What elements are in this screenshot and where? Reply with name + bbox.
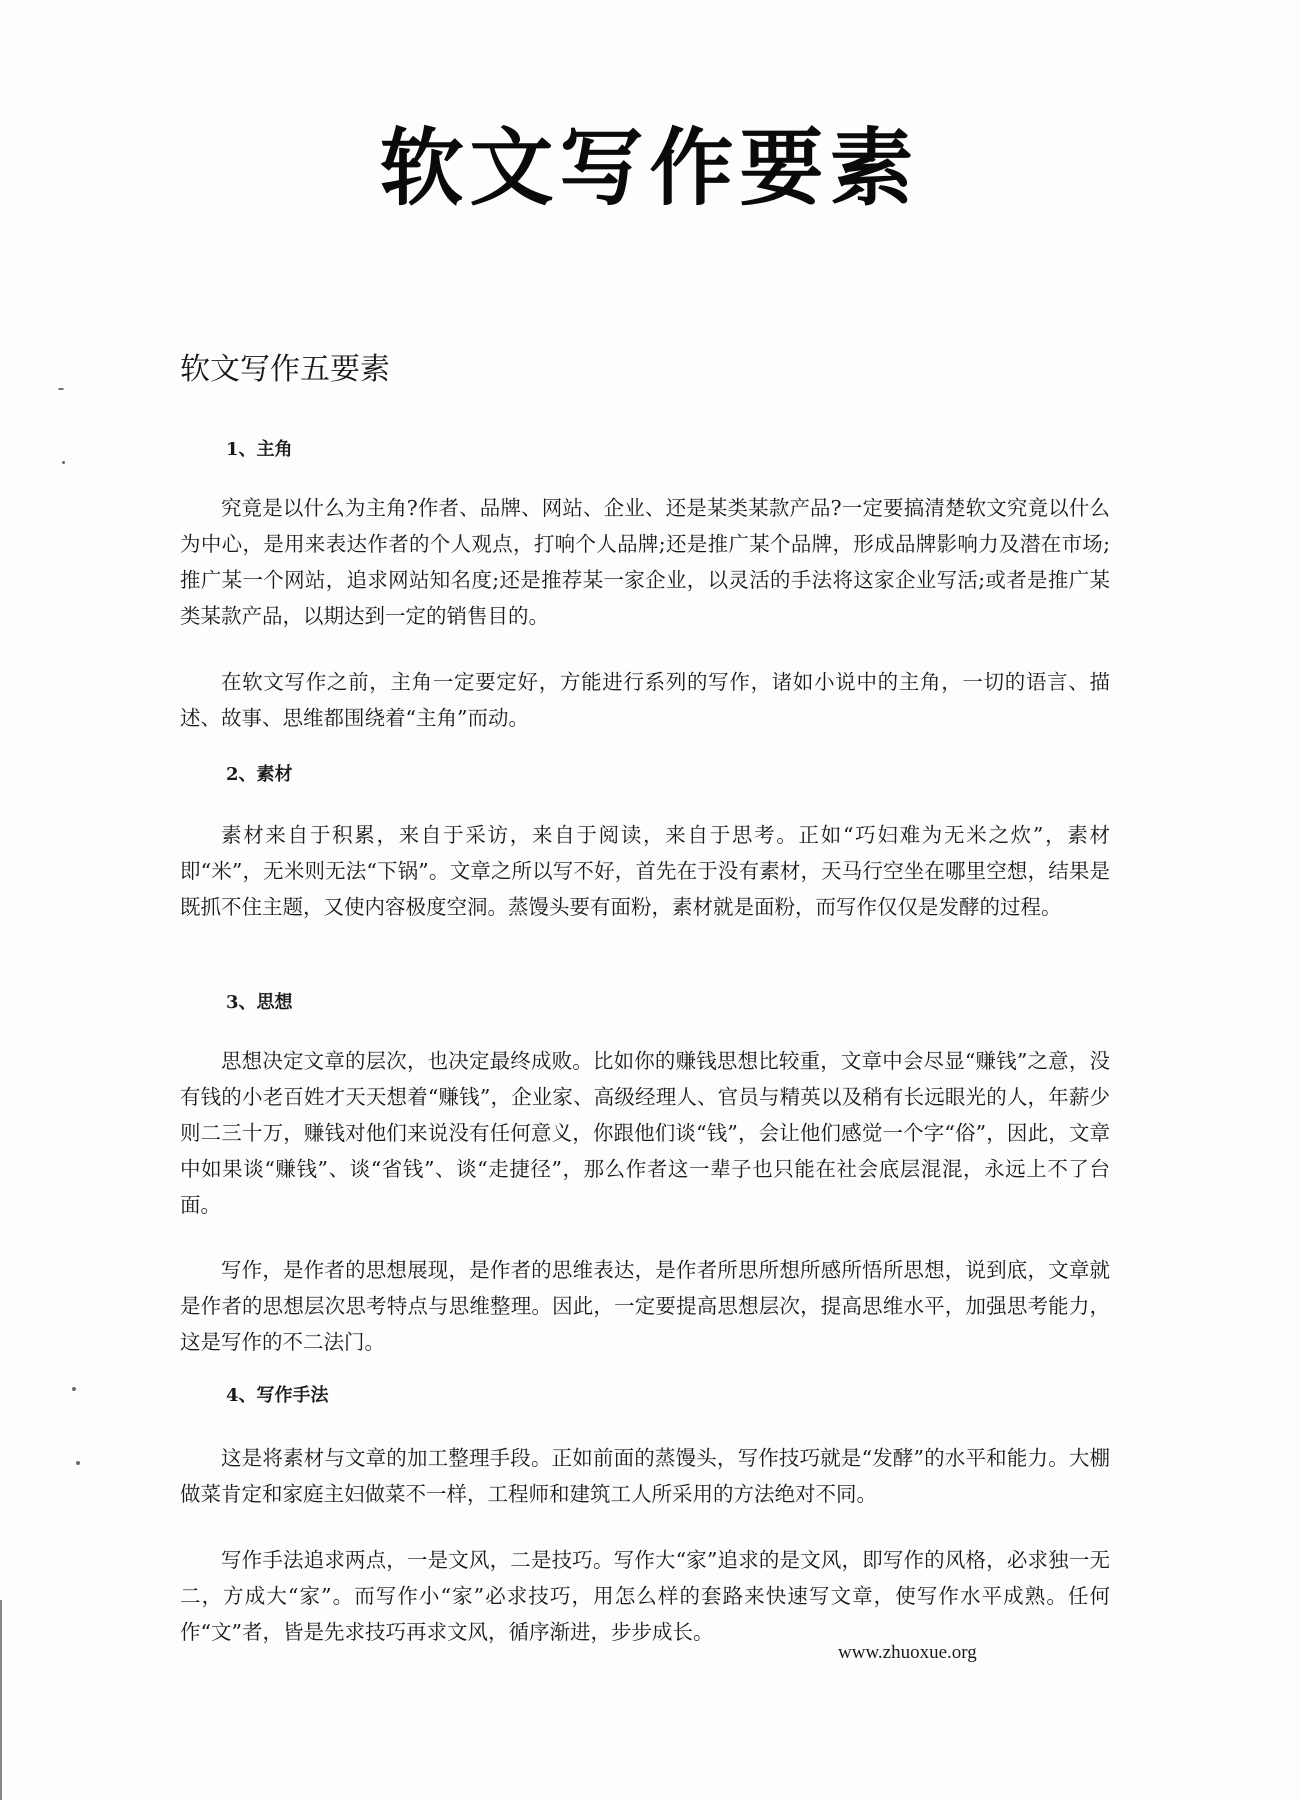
section-4-paragraph-1: 这是将素材与文章的加工整理手段。正如前面的蒸馒头，写作技巧就是“发酵”的水平和能力。大棚做菜肯定和家庭主妇做菜不一样，工程师和建筑工人所采用的方法绝对不同。 [180, 1446, 1110, 1506]
scan-speck [76, 1461, 80, 1465]
scan-speck [72, 1387, 76, 1391]
section-heading-4: 4、写作手法 [226, 1385, 329, 1406]
page-title: 软文写作要素 [379, 118, 920, 217]
section-4-paragraph-2: 写作手法追求两点，一是文风，二是技巧。写作大“家”追求的是文风，即写作的风格，必求独一无二，方成大“家”。而写作小“家”必求技巧，用怎么样的套路来快速写文章，使写作水平成熟。任何作“文”者，皆是先求技巧再求文风，循序渐进，步步成长。 [180, 1548, 1110, 1644]
page-subtitle: 软文写作五要素 [180, 352, 390, 387]
section-heading-1: 1、主角 [226, 439, 293, 460]
scan-speck [58, 388, 64, 390]
section-2-paragraph-1: 素材来自于积累，来自于采访，来自于阅读，来自于思考。正如“巧妇难为无米之炊”，素材即“米”，无米则无法“下锅”。文章之所以写不好，首先在于没有素材，天马行空坐在哪里空想，结果是既抓不住主题，又使内容极度空洞。蒸馒头要有面粉，素材就是面粉，而写作仅仅是发酵的过程。 [180, 823, 1110, 919]
footer-url: www.zhuoxue.org [838, 1642, 977, 1663]
section-1-paragraph-2: 在软文写作之前，主角一定要定好，方能进行系列的写作，诸如小说中的主角，一切的语言、描述、故事、思维都围绕着“主角”而动。 [180, 670, 1110, 730]
scan-edge-line [0, 1600, 2, 1800]
section-3-paragraph-1: 思想决定文章的层次，也决定最终成败。比如你的赚钱思想比较重，文章中会尽显“赚钱”之意，没有钱的小老百姓才天天想着“赚钱”，企业家、高级经理人、官员与精英以及稍有长远眼光的人，年薪少则二三十万，赚钱对他们来说没有任何意义，你跟他们谈“钱”，会让他们感觉一个字“俗”，因此，文章中如果谈“赚钱”、谈“省钱”、谈“走捷径”，那么作者这一辈子也只能在社会底层混混，永远上不了台面。 [180, 1049, 1110, 1217]
scan-speck [62, 461, 65, 464]
section-heading-3: 3、思想 [226, 992, 293, 1013]
section-3-paragraph-2: 写作，是作者的思想展现，是作者的思维表达，是作者所思所想所感所悟所思想，说到底，文章就是作者的思想层次思考特点与思维整理。因此，一定要提高思想层次，提高思维水平，加强思考能力，这是写作的不二法门。 [180, 1258, 1110, 1354]
section-1-paragraph-1: 究竟是以什么为主角?作者、品牌、网站、企业、还是某类某款产品?一定要搞清楚软文究竟以什么为中心，是用来表达作者的个人观点，打响个人品牌;还是推广某个品牌，形成品牌影响力及潜在市场;推广某一个网站，追求网站知名度;还是推荐某一家企业，以灵活的手法将这家企业写活;或者是推广某类某款产品，以期达到一定的销售目的。 [180, 496, 1110, 628]
section-heading-2: 2、素材 [226, 764, 293, 785]
